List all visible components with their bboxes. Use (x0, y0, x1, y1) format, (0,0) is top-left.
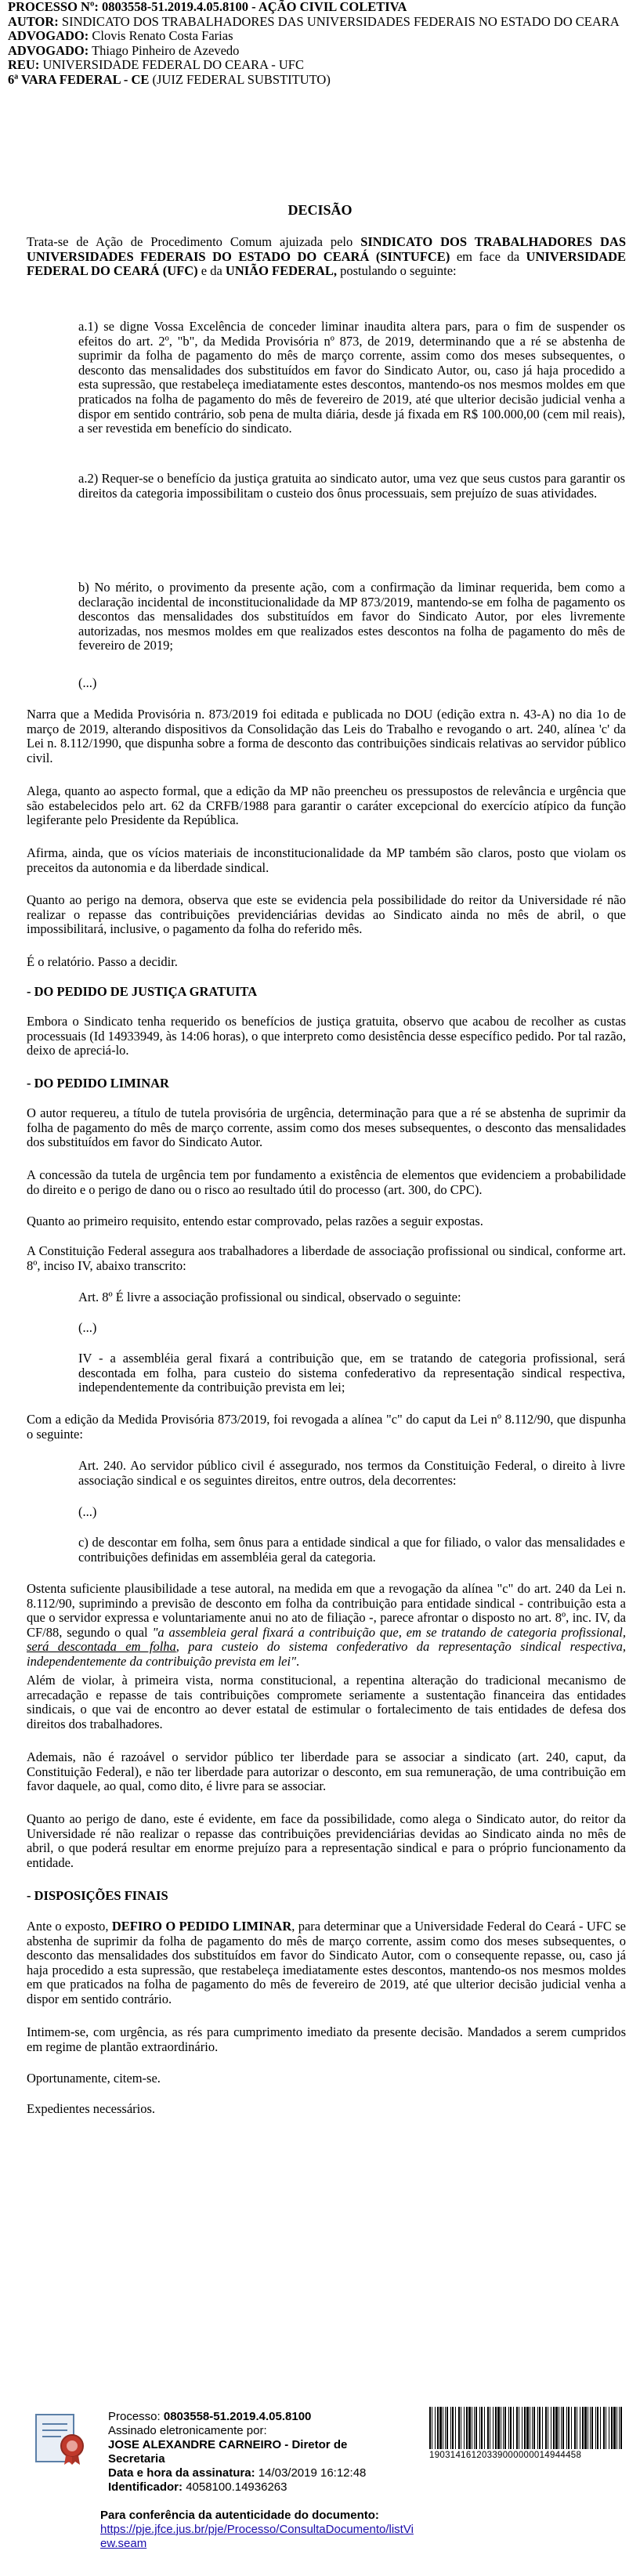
paragraph-perigo: Quanto ao perigo na demora, observa que este se evidencia pela possibilidade do reitor da Universidade ré não realizar o repasse das contribuições previdenciárias devidas ao Sindicato ainda no mês de abril, o que impossibilitará, inclusive, o pagamento da folha do referido mês. (27, 892, 626, 937)
signature-info: Processo: 0803558-51.2019.4.05.8100 Assinado eletronicamente por: JOSE ALEXANDRE CARNEIRO - Diretor de Secretaria Data e hora da assinatura: 14/03/2019 16:12:48 Identificador: 4058100.14936263 (108, 2410, 390, 2495)
quote-ellipsis: (...) (78, 675, 97, 690)
paragraph-ostenta: Ostenta suficiente plausibilidade a tese autoral, na medida em que a revogação da alínea "c" do art. 240 da Lei n. 8.112/90, suprimindo a previsão de desconto em folha da contribuição para entidade sindical - contribuição esta a que o servidor expressa e voluntariamente anui no ato de filiação -, parece afrontar o disposto no art. 8º, inc. IV, da CF/88, segundo o qual "a assembleia geral fixará a contribuição que, em se tratando de categoria profissional, será descontada em folha, para custeio do sistema confederativo da representação sindical respectiva, independentemente da contribuição prevista em lei". (27, 1581, 626, 1669)
section-justica-gratuita: - DO PEDIDO DE JUSTIÇA GRATUITA (27, 984, 258, 999)
quote-a1: a.1) se digne Vossa Excelência de conceder liminar inaudita altera pars, para o fim de suspender os efeitos do art. 2º, "b", da Medida Provisória nº 873, de 2019, determinando que a ré se abstenha de suprimir da folha de pagamento do mês de março corrente, assim como dos meses subsequentes, o desconto das mensalidades dos substituídos em favor do Sindicato Autor, ou, caso já haja procedido a esta supressão, que restabeleça imediatamente estes descontos, mantendo-os nos mesmos moldes em que praticados na folha de pagamento do mês de fevereiro de 2019, até que ulterior decisão judicial venha a dispor em sentido contrário, sob pena de multa diária, desde já fixada em R$ 100.000,00 (cem mil reais), a ser revestida em benefício do sindicato. (78, 319, 625, 436)
paragraph-oportunamente: Oportunamente, citem-se. (27, 2071, 161, 2086)
paragraph-embora: Embora o Sindicato tenha requerido os benefícios de justiça gratuita, observo que acabou de recolher as custas processuais (Id 14933949, às 14:06 horas), o que interpreto como desistência desse específico pedido. Por tal razão, deixo de apreciá-lo. (27, 1014, 626, 1058)
paragraph-autor: O autor requereu, a título de tutela provisória de urgência, determinação para que a ré se abstenha de suprimir da folha de pagamento do mês de março corrente, assim como dos meses subsequentes, o desconto das mensalidades dos substituídos em favor do Sindicato Autor. (27, 1105, 626, 1150)
paragraph-concessao: A concessão da tutela de urgência tem por fundamento a existência de elementos que evidenciem a probabilidade do direito e o perigo de dano ou o risco ao resultado útil do processo (art. 300, do CPC). (27, 1167, 626, 1197)
header-advogado-2: ADVOGADO: Thiago Pinheiro de Azevedo (8, 42, 240, 58)
verification-link[interactable]: https://pje.jfce.jus.br/pje/Processo/ConsultaDocumento/listView.seam (100, 2523, 414, 2550)
paragraph-expedientes: Expedientes necessários. (27, 2101, 156, 2116)
quote-alinea-c: c) de descontar em folha, sem ônus para a entidade sindical a que for filiado, o valor das mensalidades e contribuições definidas em assembléia geral da categoria. (78, 1535, 625, 1565)
quote-art8: Art. 8º É livre a associação profissional ou sindical, observado o seguinte: (78, 1290, 461, 1304)
paragraph-constituicao: A Constituição Federal assegura aos trabalhadores a liberdade de associação profissional ou sindical, conforme art. 8º, inciso IV, abaixo transcrito: (27, 1243, 626, 1273)
quote-b: b) No mérito, o provimento da presente ação, com a confirmação da liminar requerida, bem como a declaração incidental de inconstitucionalidade da MP 873/2019, mantendo-se em folha de pagamento os descontos das mensalidades dos substituídos em favor do Sindicato Autor, por eles livremente autorizadas, nos mesmos moldes em que realizados estes descontos na folha de pagamento do mês de fevereiro de 2019; (78, 580, 625, 653)
paragraph-primeiro: Quanto ao primeiro requisito, entendo estar comprovado, pelas razões a seguir expostas. (27, 1214, 483, 1228)
header-reu: REU: UNIVERSIDADE FEDERAL DO CEARA - UFC (8, 57, 304, 72)
quote-ellipsis-3: (...) (78, 1504, 97, 1519)
paragraph-ante: Ante o exposto, DEFIRO O PEDIDO LIMINAR, para determinar que a Universidade Federal do Ceará - UFC se abstenha de suprimir da folha de pagamento do mês de março corrente, assim como dos meses subsequentes, o desconto das mensalidades dos substituídos em favor do Sindicato Autor, com o consequente repasse, ou, caso já haja procedido a esta supressão, que restabeleça imediatamente estes descontos, mantendo-os nos mesmos moldes em que praticados na folha de pagamento do mês de fevereiro de 2019, até que ulterior decisão judicial venha a dispor em sentido contrário. (27, 1919, 626, 2006)
paragraph-relatorio: É o relatório. Passo a decidir. (27, 954, 178, 969)
case-header (8, 0, 627, 87)
seal-icon (33, 2410, 89, 2466)
paragraph-dano: Quanto ao perigo de dano, este é evidente, em face da possibilidade, como alega o Sindicato autor, do reitor da Universidade ré não realizar o repasse das contribuições previdenciárias devidas ao Sindicato ainda no mês de abril, o que poderá resultar em enorme prejuízo para a representação sindical e para o próprio funcionamento da entidade. (27, 1811, 626, 1870)
paragraph-narra: Narra que a Medida Provisória n. 873/2019 foi editada e publicada no DOU (edição extra n. 43-A) no dia 1o de março de 2019, alterando dispositivos da Consolidação das Leis do Trabalho e revogando o art. 240, alínea 'c' da Lei n. 8.112/1990, que dispunha sobre a forma de desconto das contribuições sindicais relativas ao servidor público civil. (27, 707, 626, 765)
paragraph-alem: Além de violar, à primeira vista, norma constitucional, a repentina alteração do tradicional mecanismo de arrecadação e repasse de tais contribuições compromete seriamente a sustentação financeira das entidades sindicais, o que vai de encontro ao dever estatal de estimular o fortalecimento de tais entidades de defesa dos direitos dos trabalhadores. (27, 1673, 626, 1731)
signature-footer (22, 2394, 625, 2559)
paragraph-edicao: Com a edição da Medida Provisória 873/2019, foi revogada a alínea "c" do caput da Lei nº 8.112/90, que dispunha o seguinte: (27, 1412, 626, 1442)
header-advogado-1: ADVOGADO: Clovis Renato Costa Farias (8, 28, 233, 43)
section-pedido-liminar: - DO PEDIDO LIMINAR (27, 1076, 169, 1091)
paragraph-alega: Alega, quanto ao aspecto formal, que a edição da MP não preencheu os pressupostos de relevância e urgência que são estabelecidos pelo art. 62 da CRFB/1988 para garantir o caráter excepcional do exercício atípico da função legiferante pelo Presidente da República. (27, 783, 626, 828)
document-title: DECISÃO (287, 202, 353, 218)
paragraph-ademais: Ademais, não é razoável o servidor público ter liberdade para se associar a sindicato (art. 240, caput, da Constituição Federal), e não ter liberdade para autorizar o desconto, em sua remuneração, de uma contribuição em favor daquele, ao qual, como dito, é livre para se associar. (27, 1749, 626, 1794)
barcode-number: 19031416120339000000014944458 (429, 2451, 582, 2460)
header-autor: AUTOR: SINDICATO DOS TRABALHADORES DAS UNIVERSIDADES FEDERAIS NO ESTADO DO CEARA (8, 13, 620, 29)
barcode-icon (429, 2407, 622, 2449)
header-vara: 6ª VARA FEDERAL - CE (JUIZ FEDERAL SUBSTITUTO) (8, 71, 331, 87)
section-disposicoes-finais: - DISPOSIÇÕES FINAIS (27, 1888, 168, 1903)
signer-name: JOSE ALEXANDRE CARNEIRO - Diretor de Secretaria (108, 2438, 348, 2466)
quote-art240: Art. 240. Ao servidor público civil é assegurado, nos termos da Constituição Federal, o direito à livre associação sindical e os seguintes direitos, entre outros, dela decorrentes: (78, 1458, 625, 1488)
intro-paragraph: Trata-se de Ação de Procedimento Comum ajuizada pelo SINDICATO DOS TRABALHADORES DAS UNIVERSIDADES FEDERAIS DO ESTADO DO CEARÁ (SINTUFCE) em face da UNIVERSIDADE FEDERAL DO CEARÁ (UFC) e da UNIÃO FEDERAL, postulando o seguinte: (27, 234, 627, 279)
quote-a2: a.2) Requer-se o benefício da justiça gratuita ao sindicato autor, uma vez que seus custos para garantir os direitos da categoria impossibilitam o custeio dos ônus processuais, sem prejuízo de suas atividades. (78, 471, 625, 501)
quote-inciso-iv: IV - a assembléia geral fixará a contribuição que, em se tratando de categoria profissional, será descontada em folha, para custeio do sistema confederativo da representação sindical respectiva, independentemente da contribuição prevista em lei; (78, 1351, 625, 1395)
paragraph-intimem: Intimem-se, com urgência, as rés para cumprimento imediato da presente decisão. Mandados a serem cumpridos em regime de plantão extraordinário. (27, 2024, 626, 2054)
quote-ellipsis-2: (...) (78, 1320, 97, 1335)
verification-block: Para conferência da autenticidade do documento: https://pje.jfce.jus.br/pje/Processo/ConsultaDocumento/listView.seam (100, 2509, 414, 2550)
header-processo: PROCESSO Nº: 0803558-51.2019.4.05.8100 - AÇÃO CIVIL COLETIVA (8, 0, 407, 14)
paragraph-afirma: Afirma, ainda, que os vícios materiais de inconstitucionalidade da MP também são claros, posto que violam os preceitos da autonomia e da liberdade sindical. (27, 845, 626, 875)
